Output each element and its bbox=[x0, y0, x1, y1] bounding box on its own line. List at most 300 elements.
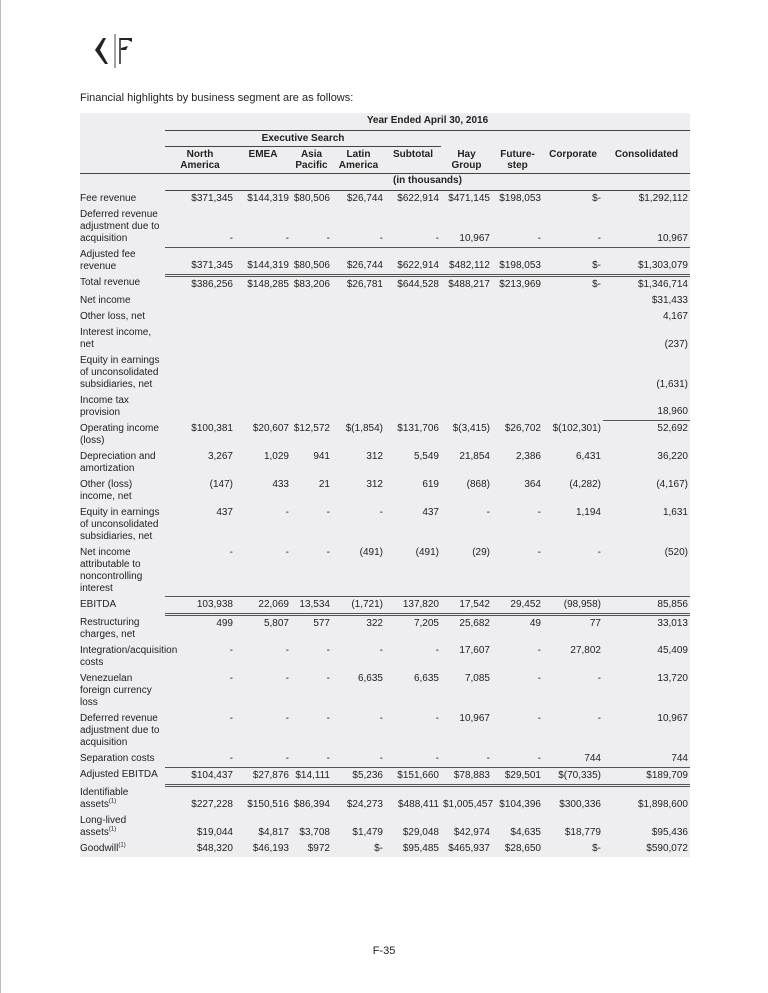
cell-value: - bbox=[332, 751, 385, 768]
cell-value: - bbox=[285, 672, 289, 684]
column-header bbox=[492, 147, 543, 174]
cell-value: $12,572 bbox=[293, 422, 330, 434]
column-header-line: Asia bbox=[300, 149, 323, 160]
cell-value bbox=[492, 393, 543, 421]
cell-value bbox=[165, 309, 235, 325]
cell-value: 77 bbox=[589, 618, 601, 629]
row-label-text: Income tax provision bbox=[80, 394, 129, 418]
cell-value: 6,431 bbox=[575, 450, 601, 462]
cell-value: $371,345 bbox=[165, 247, 235, 275]
cell-value: $28,650 bbox=[504, 843, 541, 854]
cell-value: (1,721) bbox=[332, 597, 385, 615]
cell-value: 744 bbox=[603, 751, 690, 768]
column-header bbox=[543, 147, 603, 174]
cell-value bbox=[235, 393, 291, 421]
cell-value: $4,635 bbox=[510, 827, 541, 838]
row-label-text: Venezuelan foreign currency loss bbox=[80, 672, 152, 708]
row-label-text: Separation costs bbox=[80, 752, 155, 764]
cell-value: $95,436 bbox=[651, 827, 688, 838]
cell-value: $144,319 bbox=[235, 247, 291, 275]
cell-value: - bbox=[165, 207, 235, 247]
cell-value: - bbox=[486, 506, 490, 518]
cell-value: $104,396 bbox=[499, 799, 541, 810]
cell-value: (491) bbox=[332, 545, 385, 597]
cell-value: 744 bbox=[543, 751, 603, 768]
cell-value: $(1,854) bbox=[345, 422, 383, 434]
cell-value: $100,381 bbox=[191, 422, 233, 434]
table-row bbox=[80, 393, 690, 421]
row-label bbox=[80, 421, 165, 449]
cell-value: 312 bbox=[366, 478, 383, 490]
row-label bbox=[80, 615, 165, 643]
column-header bbox=[603, 147, 690, 174]
cell-value: $83,206 bbox=[293, 278, 330, 290]
cell-value: 4,167 bbox=[662, 310, 688, 322]
cell-value: - bbox=[326, 712, 330, 724]
cell-value: 17,607 bbox=[459, 644, 490, 656]
cell-value: $80,506 bbox=[291, 247, 332, 275]
column-header-line bbox=[387, 160, 439, 171]
cell-value: - bbox=[537, 644, 541, 656]
column-header-line: North bbox=[186, 149, 214, 160]
cell-value bbox=[441, 309, 492, 325]
cell-value: - bbox=[537, 506, 541, 518]
cell-value: - bbox=[326, 506, 330, 518]
cell-value: 6,635 bbox=[357, 672, 383, 684]
cell-value bbox=[291, 309, 332, 325]
cell-value: $- bbox=[592, 193, 601, 204]
cell-value: - bbox=[492, 207, 543, 247]
cell-value: $26,744 bbox=[332, 247, 385, 275]
cell-value: 10,967 bbox=[441, 207, 492, 247]
cell-value bbox=[291, 393, 332, 421]
table-row bbox=[80, 353, 690, 393]
executive-search-header: Executive Search bbox=[165, 131, 441, 147]
column-header bbox=[291, 147, 332, 174]
cell-value: - bbox=[332, 207, 385, 247]
cell-value: $(70,335) bbox=[543, 767, 603, 785]
cell-value bbox=[441, 353, 492, 393]
cell-value: 13,720 bbox=[657, 672, 688, 684]
cell-value bbox=[441, 393, 492, 421]
column-header-line: Consolidated bbox=[614, 148, 679, 160]
table-row bbox=[80, 643, 690, 671]
column-header-line: EMEA bbox=[248, 149, 278, 160]
cell-value: - bbox=[326, 644, 330, 656]
cell-value: 1,194 bbox=[575, 506, 601, 518]
cell-value: $26,744 bbox=[346, 193, 383, 204]
cell-value bbox=[165, 293, 235, 309]
cell-value: - bbox=[435, 712, 439, 724]
page-number: F-35 bbox=[372, 945, 396, 957]
cell-value: $150,516 bbox=[247, 799, 289, 810]
footnote-marker: (1) bbox=[118, 842, 126, 849]
row-label-text: Net income bbox=[80, 294, 131, 306]
cell-value: $29,048 bbox=[402, 827, 439, 838]
table-row bbox=[80, 325, 690, 353]
cell-value: (491) bbox=[385, 545, 441, 597]
table-row bbox=[80, 293, 690, 309]
cell-value: - bbox=[597, 672, 601, 684]
column-header-line: Group bbox=[451, 159, 482, 171]
cell-value: 5,807 bbox=[263, 618, 289, 629]
cell-value: $- bbox=[592, 278, 601, 290]
column-header-line: Subtotal bbox=[393, 149, 433, 160]
column-header-line: America bbox=[180, 160, 220, 171]
cell-value: 29,452 bbox=[492, 597, 543, 615]
page-edge bbox=[0, 0, 1, 993]
cell-value bbox=[332, 309, 385, 325]
cell-value: $1,292,112 bbox=[638, 193, 688, 204]
cell-value: 1,631 bbox=[662, 506, 688, 518]
cell-value bbox=[543, 325, 603, 353]
cell-value bbox=[441, 325, 492, 353]
cell-value: (1,631) bbox=[656, 378, 688, 390]
cell-value: $213,969 bbox=[499, 278, 541, 290]
cell-value: $- bbox=[543, 247, 603, 275]
cell-value: $- bbox=[374, 843, 383, 854]
cell-value: (29) bbox=[441, 545, 492, 597]
cell-value bbox=[543, 393, 603, 421]
row-label-text: Fee revenue bbox=[80, 192, 137, 204]
row-label-text: Long-lived assets bbox=[80, 815, 127, 838]
cell-value: 17,542 bbox=[441, 597, 492, 615]
cell-value: $1,005,457 bbox=[443, 799, 494, 810]
cell-value: $26,702 bbox=[504, 422, 541, 434]
row-label bbox=[80, 325, 165, 353]
cell-value: - bbox=[229, 712, 233, 724]
row-label-text: Equity in earnings of unconsolidated subsidiaries, net bbox=[80, 354, 160, 390]
column-header-line: Latin bbox=[346, 149, 371, 160]
cell-value: 85,856 bbox=[603, 597, 690, 615]
cell-value bbox=[385, 393, 441, 421]
row-label bbox=[80, 293, 165, 309]
table-row bbox=[80, 421, 690, 449]
cell-value bbox=[235, 325, 291, 353]
cell-value: - bbox=[379, 506, 383, 518]
row-label-text: EBITDA bbox=[80, 598, 117, 610]
cell-value: $189,709 bbox=[603, 767, 690, 785]
cell-value: $3,708 bbox=[299, 827, 330, 838]
column-header-line bbox=[237, 160, 289, 171]
cell-value: 6,635 bbox=[413, 672, 439, 684]
column-header bbox=[165, 147, 235, 174]
cell-value: - bbox=[235, 207, 291, 247]
row-label bbox=[80, 671, 165, 711]
table-row bbox=[80, 711, 690, 751]
cell-value: $1,479 bbox=[352, 827, 383, 838]
cell-value: 364 bbox=[524, 478, 541, 490]
cell-value bbox=[385, 325, 441, 353]
row-label bbox=[80, 477, 165, 505]
cell-value: $86,394 bbox=[293, 799, 330, 810]
cell-value: 21,854 bbox=[459, 450, 490, 462]
cell-value: $1,346,714 bbox=[637, 278, 688, 290]
cell-value: - bbox=[165, 545, 235, 597]
cell-value: 21 bbox=[318, 478, 330, 490]
cell-value: $1,898,600 bbox=[637, 799, 688, 810]
cell-value bbox=[385, 309, 441, 325]
column-header-line bbox=[545, 160, 601, 171]
row-label bbox=[80, 711, 165, 751]
cell-value: 22,069 bbox=[235, 597, 291, 615]
cell-value: 433 bbox=[272, 478, 289, 490]
cell-value: 103,938 bbox=[165, 597, 235, 615]
cell-value: 437 bbox=[422, 506, 439, 518]
row-label-text: Depreciation and amortization bbox=[80, 450, 156, 474]
cell-value: $4,817 bbox=[258, 827, 289, 838]
cell-value bbox=[492, 353, 543, 393]
cell-value: $104,437 bbox=[165, 767, 235, 785]
cell-value: 2,386 bbox=[515, 450, 541, 462]
row-label bbox=[80, 597, 165, 615]
cell-value: $24,273 bbox=[346, 799, 383, 810]
table-row bbox=[80, 841, 690, 857]
row-label bbox=[80, 275, 165, 293]
column-header-line bbox=[605, 160, 688, 171]
row-label-text: Operating income (loss) bbox=[80, 422, 159, 446]
column-header-line: step bbox=[507, 159, 528, 171]
cell-value: $972 bbox=[307, 843, 330, 854]
cell-value bbox=[291, 293, 332, 309]
cell-value: $27,876 bbox=[235, 767, 291, 785]
cell-value: 27,802 bbox=[570, 644, 601, 656]
cell-value: (237) bbox=[664, 338, 688, 350]
period-header: Year Ended April 30, 2016 bbox=[165, 113, 690, 131]
cell-value bbox=[235, 309, 291, 325]
cell-value: $227,228 bbox=[191, 799, 233, 810]
cell-value: $198,053 bbox=[492, 247, 543, 275]
row-label-text: Goodwill bbox=[80, 843, 119, 854]
cell-value: $471,145 bbox=[448, 193, 490, 204]
row-label bbox=[80, 785, 165, 813]
cell-value: - bbox=[235, 545, 291, 597]
cell-value bbox=[291, 353, 332, 393]
table-row bbox=[80, 505, 690, 545]
row-label bbox=[80, 393, 165, 421]
cell-value bbox=[165, 393, 235, 421]
cell-value: - bbox=[492, 545, 543, 597]
row-label-text: Adjusted fee revenue bbox=[80, 249, 136, 272]
cell-value: 7,085 bbox=[464, 672, 490, 684]
column-header-line: Future- bbox=[500, 148, 535, 160]
cell-value: 10,967 bbox=[657, 712, 688, 724]
units-label: (in thousands) bbox=[165, 174, 690, 191]
cell-value: $80,506 bbox=[293, 193, 330, 204]
cell-value: $(102,301) bbox=[552, 422, 601, 434]
column-header bbox=[385, 147, 441, 174]
cell-value bbox=[235, 293, 291, 309]
row-label bbox=[80, 751, 165, 768]
column-header bbox=[332, 147, 385, 174]
cell-value: - bbox=[492, 751, 543, 768]
cell-value: 36,220 bbox=[657, 450, 688, 462]
cell-value bbox=[332, 325, 385, 353]
cell-value: - bbox=[326, 672, 330, 684]
cell-value: $644,528 bbox=[397, 278, 439, 290]
cell-value: $144,319 bbox=[247, 193, 289, 204]
table-row bbox=[80, 785, 690, 813]
table-row bbox=[80, 767, 690, 785]
cell-value: $46,193 bbox=[252, 843, 289, 854]
cell-value: $386,256 bbox=[191, 278, 233, 290]
cell-value: (147) bbox=[209, 478, 233, 490]
cell-value: - bbox=[385, 751, 441, 768]
cell-value: $5,236 bbox=[332, 767, 385, 785]
column-header bbox=[235, 147, 291, 174]
cell-value bbox=[332, 393, 385, 421]
cell-value: $26,781 bbox=[346, 278, 383, 290]
cell-value: $371,345 bbox=[191, 193, 233, 204]
cell-value: $- bbox=[592, 843, 601, 854]
footnote-marker: (1) bbox=[108, 798, 117, 805]
cell-value: (4,167) bbox=[656, 478, 688, 490]
cell-value: $482,112 bbox=[441, 247, 492, 275]
cell-value: 5,549 bbox=[413, 450, 439, 462]
cell-value: - bbox=[537, 712, 541, 724]
cell-value: - bbox=[435, 644, 439, 656]
table-row bbox=[80, 671, 690, 711]
column-header-line: America bbox=[338, 160, 379, 171]
cell-value: $465,937 bbox=[448, 843, 490, 854]
cell-value: - bbox=[291, 751, 332, 768]
row-label bbox=[80, 505, 165, 545]
cell-value: 322 bbox=[366, 618, 383, 629]
cell-value: (98,958) bbox=[543, 597, 603, 615]
table-row bbox=[80, 309, 690, 325]
cell-value bbox=[441, 293, 492, 309]
cell-value: $42,974 bbox=[453, 827, 490, 838]
cell-value: $29,501 bbox=[492, 767, 543, 785]
cell-value: - bbox=[379, 644, 383, 656]
row-label bbox=[80, 309, 165, 325]
row-label-text: Adjusted EBITDA bbox=[80, 769, 158, 780]
table-row bbox=[80, 449, 690, 477]
cell-value bbox=[235, 353, 291, 393]
cell-value: $622,914 bbox=[397, 193, 439, 204]
table-row bbox=[80, 275, 690, 293]
row-label bbox=[80, 191, 165, 208]
cell-value: - bbox=[537, 672, 541, 684]
segment-financial-table bbox=[80, 113, 690, 857]
cell-value bbox=[385, 353, 441, 393]
cell-value: $131,706 bbox=[397, 422, 439, 434]
cell-value: 137,820 bbox=[385, 597, 441, 615]
cell-value: (868) bbox=[466, 478, 490, 490]
cell-value: 1,029 bbox=[263, 450, 289, 462]
cell-value: 10,967 bbox=[603, 207, 690, 247]
table-row bbox=[80, 477, 690, 505]
footnote-marker: (1) bbox=[108, 826, 117, 833]
row-label-text: Identifiable assets bbox=[80, 787, 129, 810]
cell-value: $20,607 bbox=[252, 422, 289, 434]
cell-value: $300,336 bbox=[559, 799, 601, 810]
cell-value: - bbox=[285, 644, 289, 656]
cell-value: 619 bbox=[422, 478, 439, 490]
intro-text: Financial highlights by business segment are as follows: bbox=[80, 92, 354, 104]
row-label bbox=[80, 353, 165, 393]
cell-value: - bbox=[229, 644, 233, 656]
cell-value: 25,682 bbox=[459, 618, 490, 629]
cell-value: $48,320 bbox=[196, 843, 233, 854]
cell-value: $590,072 bbox=[646, 843, 688, 854]
cell-value bbox=[492, 293, 543, 309]
row-label bbox=[80, 247, 165, 275]
table-row bbox=[80, 247, 690, 275]
cell-value: - bbox=[229, 672, 233, 684]
table-row bbox=[80, 813, 690, 841]
cell-value: $488,411 bbox=[398, 799, 439, 810]
cell-value: 437 bbox=[216, 506, 233, 518]
cell-value: 499 bbox=[216, 618, 233, 629]
cell-value: 33,013 bbox=[657, 618, 688, 629]
cell-value: $31,433 bbox=[651, 294, 688, 306]
cell-value bbox=[385, 293, 441, 309]
cell-value: 10,967 bbox=[459, 712, 490, 724]
cell-value: $151,660 bbox=[385, 767, 441, 785]
column-header-line: Corporate bbox=[549, 148, 597, 160]
cell-value: - bbox=[385, 207, 441, 247]
cell-value bbox=[332, 293, 385, 309]
row-label bbox=[80, 813, 165, 841]
cell-value: $622,914 bbox=[385, 247, 441, 275]
cell-value bbox=[332, 353, 385, 393]
cell-value: 3,267 bbox=[207, 450, 233, 462]
cell-value: 49 bbox=[529, 618, 541, 629]
table-row bbox=[80, 545, 690, 597]
cell-value: (520) bbox=[603, 545, 690, 597]
cell-value: - bbox=[441, 751, 492, 768]
cell-value: $14,111 bbox=[291, 767, 332, 785]
column-header-line: Pacific bbox=[295, 160, 328, 171]
cell-value bbox=[291, 325, 332, 353]
cell-value: $148,285 bbox=[247, 278, 289, 290]
cell-value: 941 bbox=[313, 450, 330, 462]
column-header-line: Hay bbox=[457, 148, 476, 160]
company-logo bbox=[88, 30, 148, 70]
cell-value: $19,044 bbox=[196, 827, 233, 838]
row-label-text: Deferred revenue adjustment due to acquisition bbox=[80, 209, 160, 244]
cell-value: $95,485 bbox=[402, 843, 439, 854]
cell-value: - bbox=[379, 712, 383, 724]
row-label bbox=[80, 207, 165, 247]
cell-value: - bbox=[291, 207, 332, 247]
cell-value bbox=[543, 293, 603, 309]
cell-value: (4,282) bbox=[569, 478, 601, 490]
row-label-text: Other loss, net bbox=[80, 310, 146, 322]
cell-value bbox=[543, 353, 603, 393]
row-label bbox=[80, 767, 165, 785]
table-row bbox=[80, 207, 690, 247]
cell-value: - bbox=[165, 751, 235, 768]
row-label-text: Other (loss) income, net bbox=[80, 478, 133, 502]
row-label bbox=[80, 545, 165, 597]
table-row bbox=[80, 615, 690, 643]
cell-value bbox=[165, 325, 235, 353]
row-label bbox=[80, 643, 178, 671]
row-label bbox=[80, 449, 165, 477]
cell-value bbox=[543, 309, 603, 325]
cell-value: - bbox=[235, 751, 291, 768]
cell-value: $488,217 bbox=[448, 278, 490, 290]
cell-value: - bbox=[597, 712, 601, 724]
row-label-text: Equity in earnings of unconsolidated subsidiaries, net bbox=[80, 506, 160, 542]
row-label-text: Integration/acquisition costs bbox=[80, 644, 178, 668]
table-row bbox=[80, 751, 690, 768]
cell-value bbox=[165, 353, 235, 393]
cell-value: - bbox=[543, 207, 603, 247]
cell-value: - bbox=[285, 712, 289, 724]
